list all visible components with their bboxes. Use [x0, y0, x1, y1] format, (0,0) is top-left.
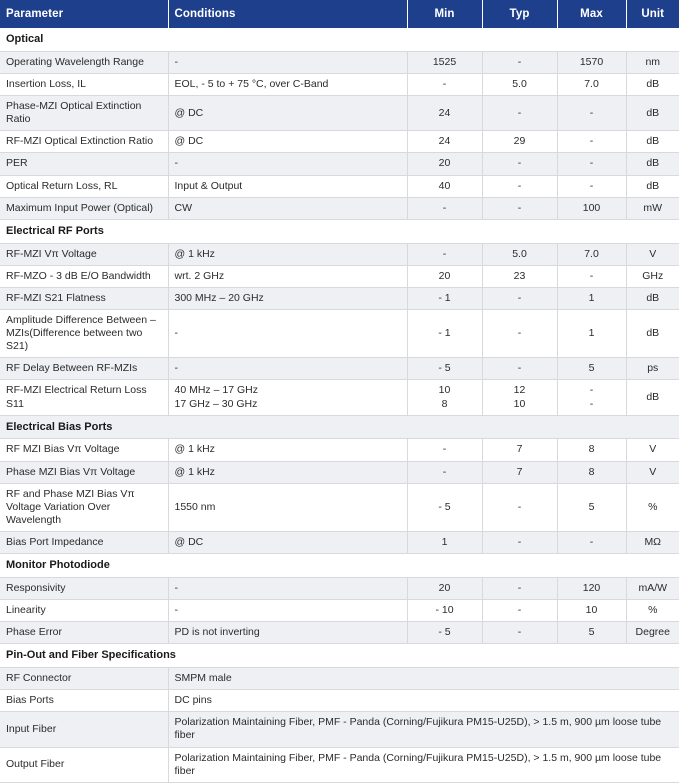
cell-max: 100 — [557, 197, 626, 219]
table-row — [0, 131, 679, 153]
cell-min: - — [407, 439, 482, 461]
cell-conditions: - — [168, 600, 407, 622]
cell-max: - — [557, 265, 626, 287]
cell-conditions: - — [168, 309, 407, 357]
table-row — [0, 197, 679, 219]
cell-max: 5 — [557, 483, 626, 531]
cell-min: 24 — [407, 131, 482, 153]
header-row — [0, 0, 679, 28]
column-header-parameter: Parameter — [0, 0, 168, 28]
table-row — [0, 51, 679, 73]
cell-parameter: Amplitude Difference Between – MZIs(Difference between two S21) — [0, 309, 168, 357]
cell-unit: dB — [626, 73, 679, 95]
cell-unit: V — [626, 461, 679, 483]
cell-conditions: wrt. 2 GHz — [168, 265, 407, 287]
section-title: Electrical RF Ports — [0, 219, 679, 243]
cell-conditions: - — [168, 577, 407, 599]
cell-min: - — [407, 461, 482, 483]
cell-parameter: RF-MZI Electrical Return Loss S11 — [0, 380, 168, 415]
cell-max: 8 — [557, 461, 626, 483]
cell-parameter: Insertion Loss, IL — [0, 73, 168, 95]
cell-min: - 10 — [407, 600, 482, 622]
cell-min: 24 — [407, 96, 482, 131]
cell-conditions: @ DC — [168, 131, 407, 153]
cell-max: - — [557, 153, 626, 175]
cell-typ: - — [482, 153, 557, 175]
cell-parameter: Linearity — [0, 600, 168, 622]
cell-parameter: RF-MZO - 3 dB E/O Bandwidth — [0, 265, 168, 287]
cell-conditions: EOL, - 5 to + 75 °C, over C-Band — [168, 73, 407, 95]
cell-conditions: 40 MHz – 17 GHz 17 GHz – 30 GHz — [168, 380, 407, 415]
cell-typ: - — [482, 96, 557, 131]
cell-conditions: 1550 nm — [168, 483, 407, 531]
cell-max: 10 — [557, 600, 626, 622]
section-header-row — [0, 219, 679, 243]
cell-min: - — [407, 73, 482, 95]
table-row — [0, 747, 679, 782]
cell-conditions: Polarization Maintaining Fiber, PMF - Panda (Corning/Fujikura PM15-U25D), > 1.5 m, 900 µm loose tube fiber — [168, 712, 679, 747]
column-header-conditions: Conditions — [168, 0, 407, 28]
section-title: Electrical Bias Ports — [0, 415, 679, 439]
table-row — [0, 712, 679, 747]
cell-unit: dB — [626, 380, 679, 415]
cell-max: 1570 — [557, 51, 626, 73]
cell-typ: 7 — [482, 439, 557, 461]
cell-parameter: Maximum Input Power (Optical) — [0, 197, 168, 219]
cell-parameter: Input Fiber — [0, 712, 168, 747]
table-row — [0, 243, 679, 265]
cell-min: - 5 — [407, 622, 482, 644]
cell-typ: - — [482, 175, 557, 197]
cell-max: 7.0 — [557, 73, 626, 95]
cell-parameter: Output Fiber — [0, 747, 168, 782]
cell-min: - — [407, 197, 482, 219]
section-header-row — [0, 415, 679, 439]
cell-min: - 1 — [407, 309, 482, 357]
section-header-row — [0, 554, 679, 578]
cell-max: - — [557, 96, 626, 131]
table-row — [0, 265, 679, 287]
cell-parameter: Phase-MZI Optical Extinction Ratio — [0, 96, 168, 131]
cell-typ: - — [482, 51, 557, 73]
column-header-min: Min — [407, 0, 482, 28]
cell-unit: mA/W — [626, 577, 679, 599]
cell-parameter: Phase Error — [0, 622, 168, 644]
cell-min: 20 — [407, 265, 482, 287]
column-header-typ: Typ — [482, 0, 557, 28]
cell-parameter: RF Delay Between RF-MZIs — [0, 358, 168, 380]
cell-unit: Degree — [626, 622, 679, 644]
cell-unit: MΩ — [626, 532, 679, 554]
cell-min: 20 — [407, 153, 482, 175]
cell-max: 8 — [557, 439, 626, 461]
cell-conditions: - — [168, 51, 407, 73]
cell-unit: dB — [626, 287, 679, 309]
cell-unit: dB — [626, 175, 679, 197]
cell-typ: 12 10 — [482, 380, 557, 415]
cell-conditions: @ DC — [168, 96, 407, 131]
cell-typ: - — [482, 600, 557, 622]
cell-max: - — [557, 131, 626, 153]
cell-min: 1 — [407, 532, 482, 554]
table-row — [0, 461, 679, 483]
cell-unit: V — [626, 439, 679, 461]
cell-parameter: Optical Return Loss, RL — [0, 175, 168, 197]
cell-min: 20 — [407, 577, 482, 599]
cell-min: - — [407, 243, 482, 265]
cell-parameter: Bias Port Impedance — [0, 532, 168, 554]
cell-unit: mW — [626, 197, 679, 219]
section-title: Pin-Out and Fiber Specifications — [0, 644, 679, 668]
table-row — [0, 439, 679, 461]
table-row — [0, 358, 679, 380]
cell-typ: - — [482, 197, 557, 219]
cell-max: 7.0 — [557, 243, 626, 265]
cell-conditions: - — [168, 153, 407, 175]
cell-parameter: RF-MZI Optical Extinction Ratio — [0, 131, 168, 153]
cell-conditions: DC pins — [168, 690, 679, 712]
cell-conditions: - — [168, 358, 407, 380]
cell-parameter: Phase MZI Bias Vπ Voltage — [0, 461, 168, 483]
cell-max: - - — [557, 380, 626, 415]
cell-typ: 29 — [482, 131, 557, 153]
cell-conditions: @ 1 kHz — [168, 439, 407, 461]
cell-max: 5 — [557, 358, 626, 380]
cell-max: - — [557, 532, 626, 554]
table-row — [0, 153, 679, 175]
cell-parameter: RF-MZI Vπ Voltage — [0, 243, 168, 265]
cell-min: 40 — [407, 175, 482, 197]
table-row — [0, 73, 679, 95]
cell-parameter: RF-MZI S21 Flatness — [0, 287, 168, 309]
cell-typ: 5.0 — [482, 73, 557, 95]
cell-typ: - — [482, 483, 557, 531]
cell-conditions: @ 1 kHz — [168, 461, 407, 483]
cell-conditions: PD is not inverting — [168, 622, 407, 644]
cell-max: 1 — [557, 309, 626, 357]
cell-max: 120 — [557, 577, 626, 599]
cell-typ: - — [482, 287, 557, 309]
cell-conditions: SMPM male — [168, 668, 679, 690]
cell-typ: - — [482, 622, 557, 644]
cell-unit: ps — [626, 358, 679, 380]
cell-unit: % — [626, 483, 679, 531]
cell-max: 5 — [557, 622, 626, 644]
cell-unit: % — [626, 600, 679, 622]
table-row — [0, 309, 679, 357]
cell-typ: 5.0 — [482, 243, 557, 265]
cell-parameter: Bias Ports — [0, 690, 168, 712]
cell-parameter: RF Connector — [0, 668, 168, 690]
cell-conditions: Polarization Maintaining Fiber, PMF - Panda (Corning/Fujikura PM15-U25D), > 1.5 m, 900 µm loose tube fiber — [168, 747, 679, 782]
cell-typ: - — [482, 577, 557, 599]
cell-typ: 23 — [482, 265, 557, 287]
column-header-max: Max — [557, 0, 626, 28]
cell-min: - 5 — [407, 358, 482, 380]
cell-conditions: 300 MHz – 20 GHz — [168, 287, 407, 309]
section-title: Optical — [0, 28, 679, 51]
table-row — [0, 668, 679, 690]
table-row — [0, 96, 679, 131]
table-row — [0, 622, 679, 644]
cell-unit: dB — [626, 309, 679, 357]
cell-min: 10 8 — [407, 380, 482, 415]
cell-parameter: RF and Phase MZI Bias Vπ Voltage Variation Over Wavelength — [0, 483, 168, 531]
table-row — [0, 532, 679, 554]
table-row — [0, 600, 679, 622]
cell-unit: dB — [626, 96, 679, 131]
section-title: Monitor Photodiode — [0, 554, 679, 578]
table-row — [0, 287, 679, 309]
table-row — [0, 577, 679, 599]
cell-parameter: Responsivity — [0, 577, 168, 599]
cell-conditions: Input & Output — [168, 175, 407, 197]
table-row — [0, 483, 679, 531]
cell-typ: 7 — [482, 461, 557, 483]
cell-parameter: Operating Wavelength Range — [0, 51, 168, 73]
cell-conditions: @ DC — [168, 532, 407, 554]
cell-min: - 5 — [407, 483, 482, 531]
cell-unit: V — [626, 243, 679, 265]
cell-min: - 1 — [407, 287, 482, 309]
cell-parameter: RF MZI Bias Vπ Voltage — [0, 439, 168, 461]
table-body — [0, 28, 679, 782]
cell-typ: - — [482, 532, 557, 554]
cell-conditions: CW — [168, 197, 407, 219]
cell-conditions: @ 1 kHz — [168, 243, 407, 265]
cell-max: - — [557, 175, 626, 197]
cell-unit: dB — [626, 131, 679, 153]
cell-parameter: PER — [0, 153, 168, 175]
cell-typ: - — [482, 309, 557, 357]
cell-typ: - — [482, 358, 557, 380]
cell-unit: dB — [626, 153, 679, 175]
table-header — [0, 0, 679, 28]
cell-unit: nm — [626, 51, 679, 73]
cell-max: 1 — [557, 287, 626, 309]
column-header-unit: Unit — [626, 0, 679, 28]
cell-min: 1525 — [407, 51, 482, 73]
table-row — [0, 380, 679, 415]
table-row — [0, 690, 679, 712]
table-row — [0, 175, 679, 197]
section-header-row — [0, 28, 679, 51]
section-header-row — [0, 644, 679, 668]
cell-unit: GHz — [626, 265, 679, 287]
